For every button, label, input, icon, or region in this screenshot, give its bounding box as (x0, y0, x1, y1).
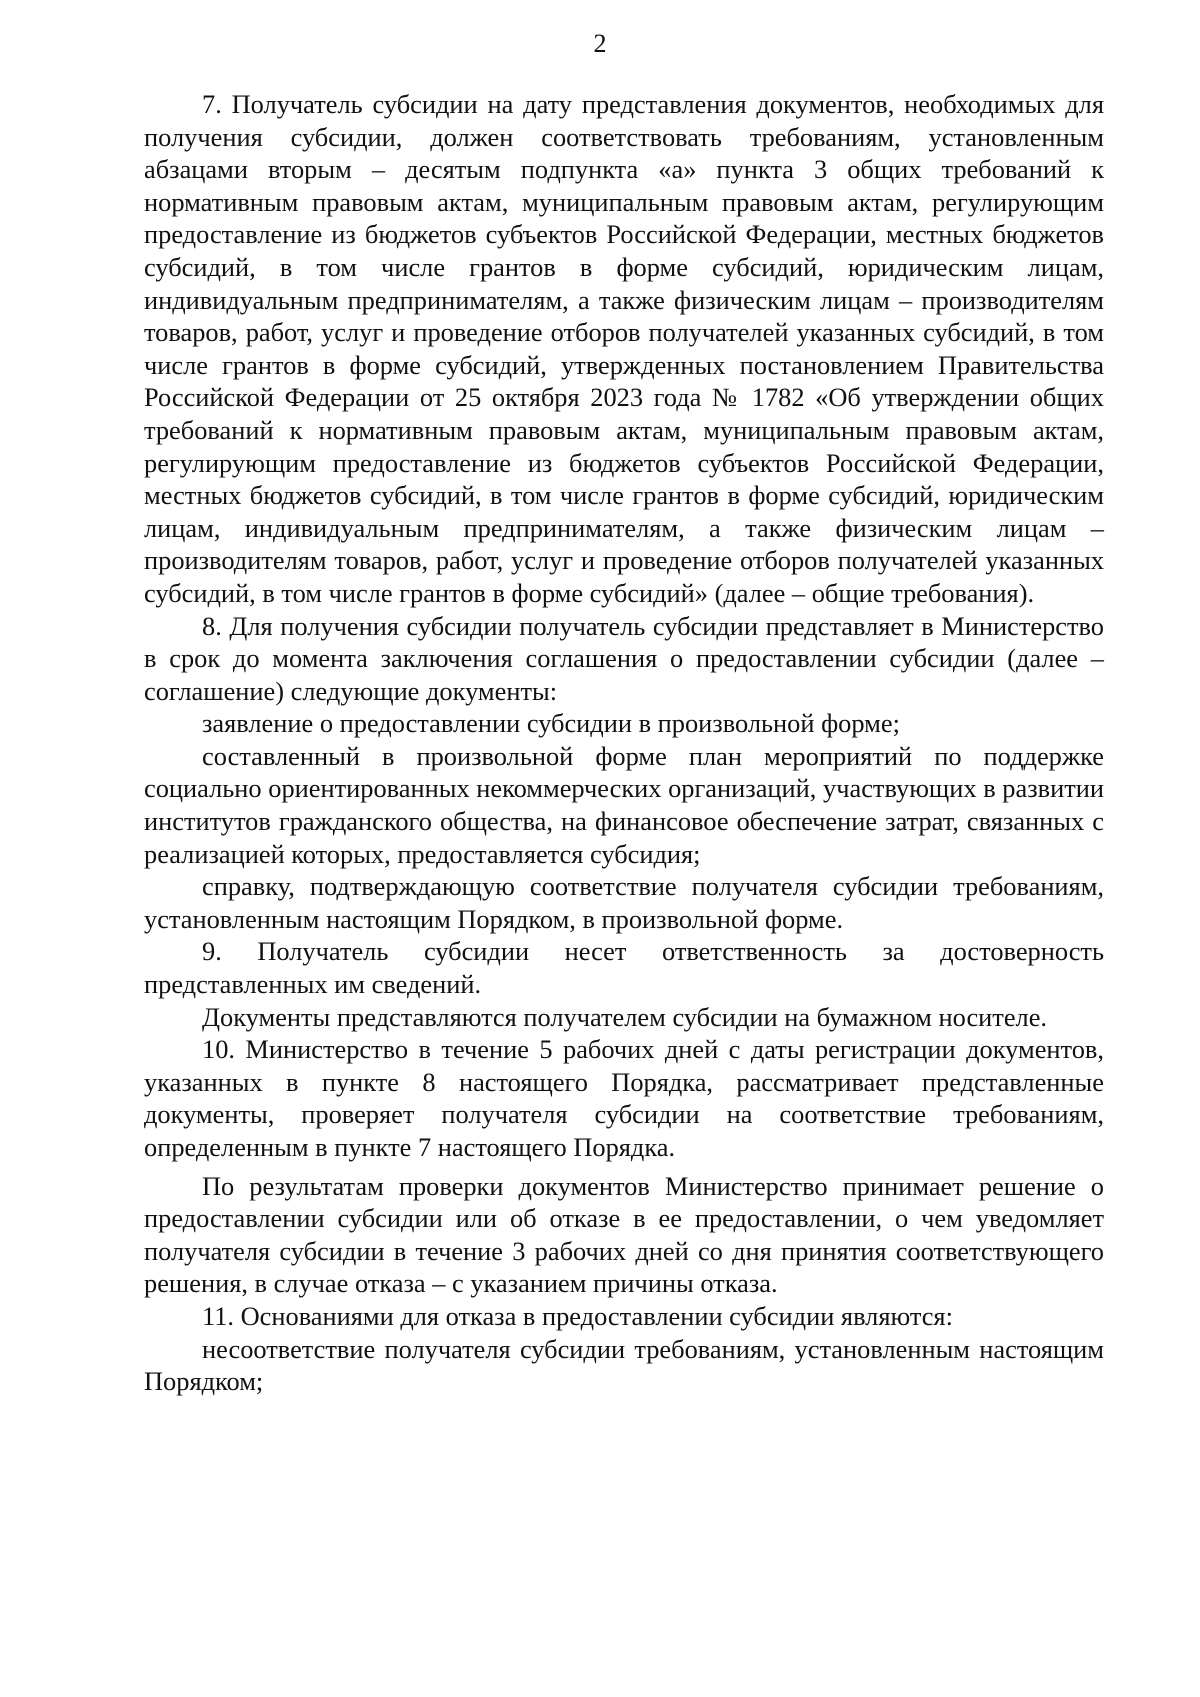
paragraph-8-item-plan: составленный в произвольной форме план мероприятий по поддержке социально ориентированных некоммерческих организаций, участвующих в развитии институтов гражданского общества, на финансовое обеспечение затрат, связанных с реализацией которых, предоставляется субсидия; (144, 740, 1104, 869)
paragraph-9: 9. Получатель субсидии несет ответственность за достоверность представленных им сведений. (144, 936, 1104, 1000)
paragraph-10: 10. Министерство в течение 5 рабочих дней с даты регистрации документов, указанных в пункте 8 настоящего Порядка, рассматривает представленные документы, проверяет получателя субсидии на соответствие требованиям, определенным в пункте 7 настоящего Порядка. (144, 1034, 1104, 1162)
paragraph-11: 11. Основаниями для отказа в предоставлении субсидии являются: (202, 1300, 953, 1331)
paragraph-11-item-mismatch: несоответствие получателя субсидии требованиям, установленным настоящим Порядком; (144, 1333, 1104, 1397)
paragraph-8-item-application: заявление о предоставлении субсидии в произвольной форме; (202, 708, 900, 739)
paragraph-8-item-certificate: справку, подтверждающую соответствие получателя субсидии требованиям, установленным настоящим Порядком, в произвольной форме. (144, 871, 1104, 934)
paragraph-8: 8. Для получения субсидии получатель субсидии представляет в Министерство в срок до момента заключения соглашения о предоставлении субсидии (далее – соглашение) следующие документы: (144, 610, 1104, 706)
paragraph-7: 7. Получатель субсидии на дату представления документов, необходимых для получения субсидии, должен соответствовать требованиям, установленным абзацами вторым – десятым подпункта «а» пункта 3 общих требований к нормативным правовым актам, муниципальным правовым актам, регулирующим предоставление из бюджетов субъектов Российской Федерации, местных бюджетов субсидий, в том числе грантов в форме субсидий, юридическим лицам, индивидуальным предпринимателям, а также физическим лицам – производителям товаров, работ, услуг и проведение отборов получателей указанных субсидий, в том числе грантов в форме субсидий, утвержденных постановлением Правительства Российской Федерации от 25 октября 2023 года № 1782 «Об утверждении общих требований к нормативным правовым актам, муниципальным правовым актам, регулирующим предоставление из бюджетов субъектов Российской Федерации, местных бюджетов субсидий, в том числе грантов в форме субсидий, юридическим лицам, индивидуальным предпринимателям, а также физическим лицам – производителям товаров, работ, услуг и проведение отборов получателей указанных субсидий, в том числе грантов в форме субсидий» (далее – общие требования). (144, 89, 1104, 608)
paragraph-10-decision: По результатам проверки документов Министерство принимает решение о предоставлении субсидии или об отказе в ее предоставлении, о чем уведомляет получателя субсидии в течение 3 рабочих дней со дня принятия соответствующего решения, в случае отказа – с указанием причины отказа. (144, 1170, 1104, 1299)
document-body (144, 88, 1104, 1398)
page-number: 2 (593, 29, 607, 58)
paragraph-9-documents: Документы представляются получателем субсидии на бумажном носителе. (202, 1001, 1048, 1032)
